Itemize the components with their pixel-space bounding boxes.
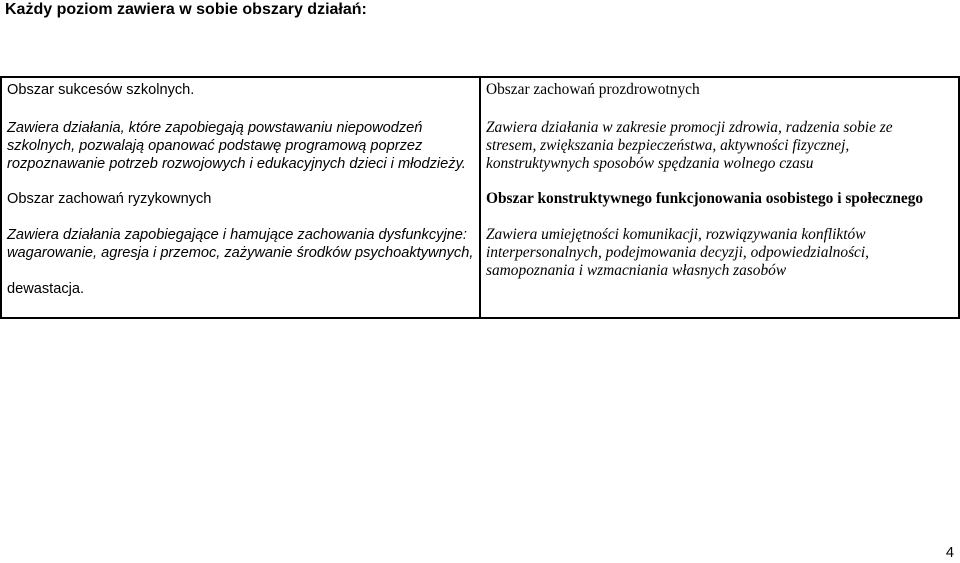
area-description-line: Zawiera umiejętności komunikacji, rozwiązywania konfliktów [486, 226, 866, 243]
left-column-cell [2, 78, 481, 317]
area-description-line: Zawiera działania, które zapobiegają powstawaniu niepowodzeń [7, 120, 423, 136]
area-description-line: wagarowanie, agresja i przemoc, zażywanie środków psychoaktywnych, [7, 245, 474, 261]
areas-table [0, 76, 960, 319]
area-title-school-success: Obszar sukcesów szkolnych. [7, 82, 195, 98]
right-column-cell [481, 78, 958, 317]
page-heading: Każdy poziom zawiera w sobie obszary działań: [5, 1, 367, 18]
page-number: 4 [945, 545, 954, 561]
area-title-health-behaviour: Obszar zachowań prozdrowotnych [486, 81, 700, 98]
area-title-personal-social-functioning: Obszar konstruktywnego funkcjonowania osobistego i społecznego [486, 190, 924, 207]
area-description-line: szkolnych, pozwalają opanować podstawę programową poprzez [7, 138, 423, 154]
area-title-risky-behaviour: Obszar zachowań ryzykownych [7, 191, 212, 207]
area-description-line: interpersonalnych, podejmowania decyzji, odpowiedzialności, [486, 244, 870, 261]
area-description-trailing-line: dewastacja. [7, 281, 85, 297]
area-description-line: samopoznania i wzmacniania własnych zasobów [486, 262, 787, 279]
area-description-line: Zawiera działania zapobiegające i hamujące zachowania dysfunkcyjne: [7, 227, 467, 243]
area-description-line: rozpoznawanie potrzeb rozwojowych i edukacyjnych dzieci i młodzieży. [7, 156, 466, 172]
area-description-line: stresem, zwiększania bezpieczeństwa, aktywności fizycznej, [486, 137, 850, 154]
area-description-line: konstruktywnych sposobów spędzania wolnego czasu [486, 155, 814, 172]
area-description-line: Zawiera działania w zakresie promocji zdrowia, radzenia sobie ze [486, 119, 893, 136]
